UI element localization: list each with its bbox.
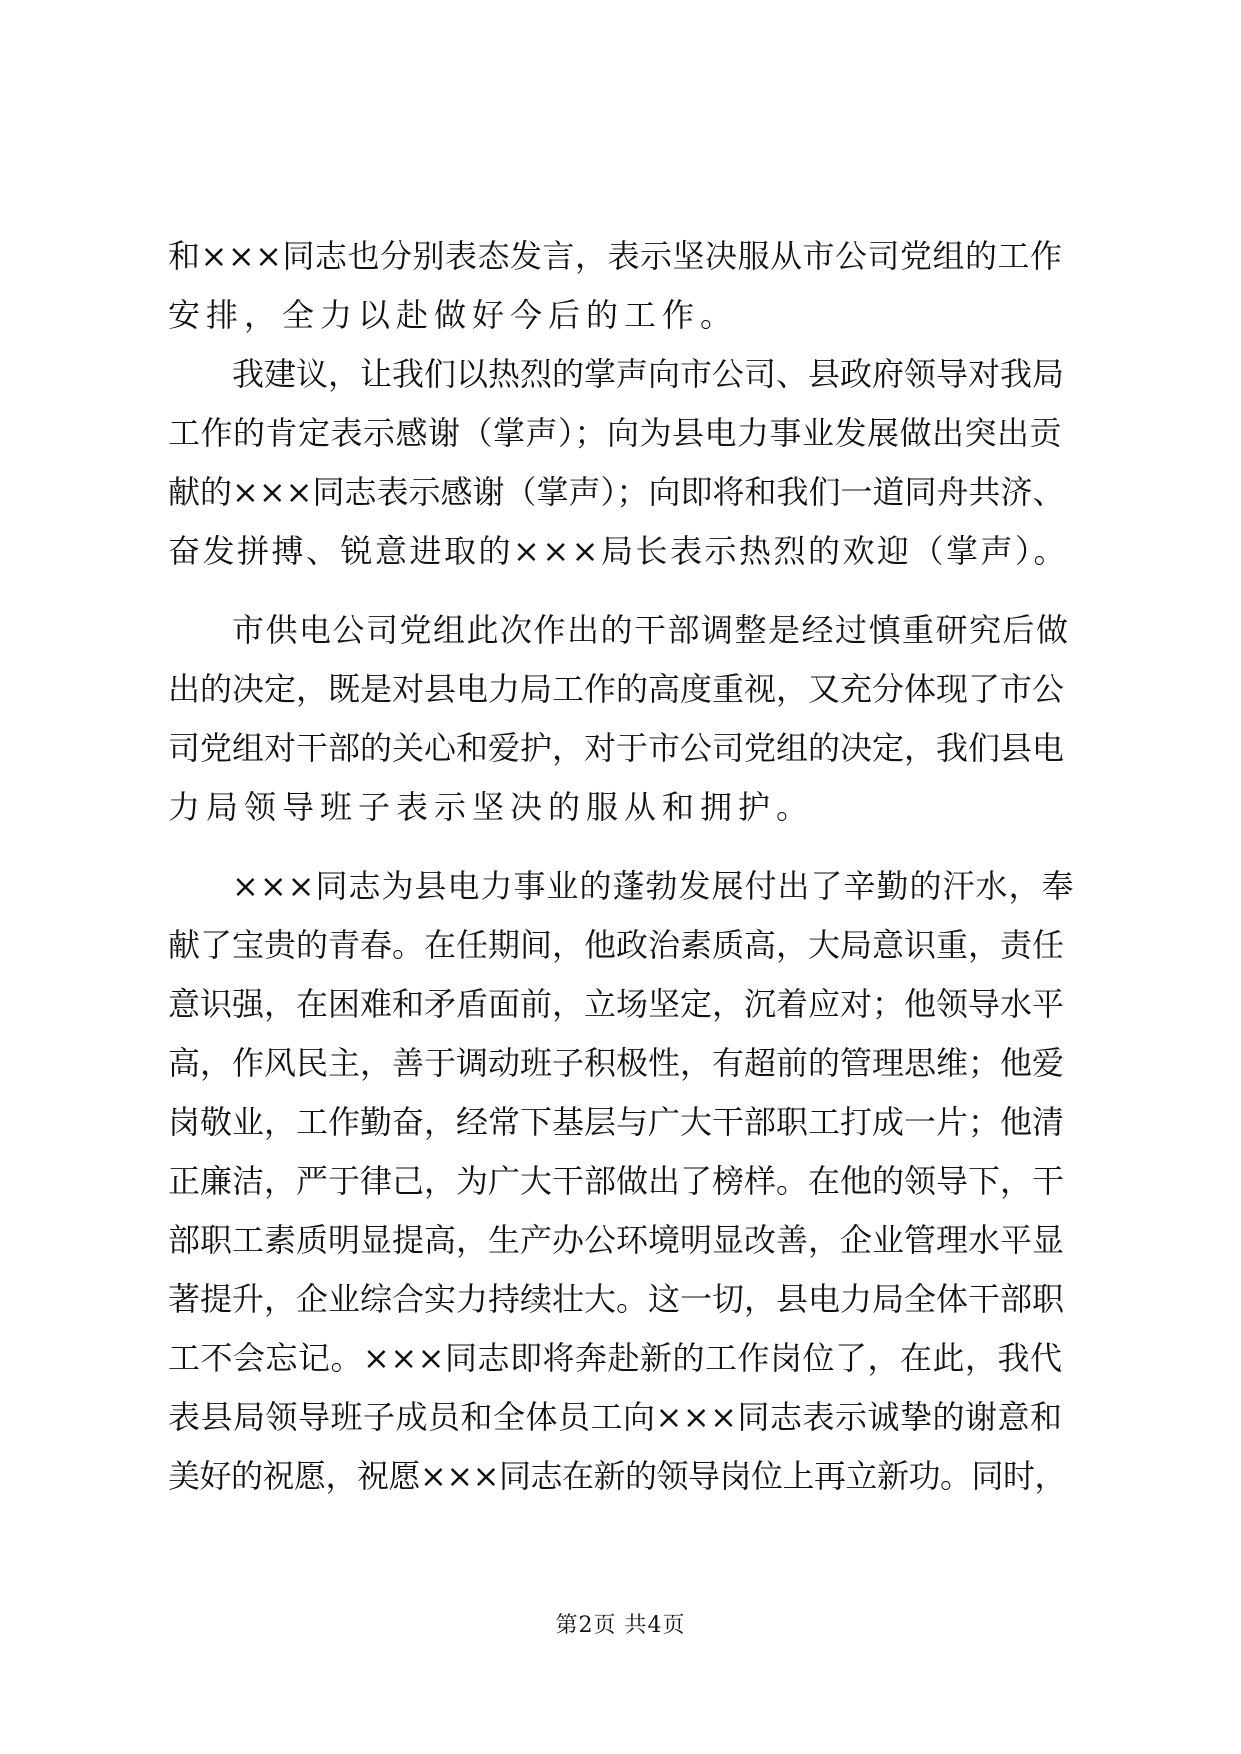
- text-line: [0, 403, 1241, 463]
- text-line: [0, 1092, 1241, 1152]
- text-line: [0, 600, 1241, 660]
- line-text: 安排，全力以赴做好今后的工作。: [168, 296, 739, 334]
- text-line: [0, 659, 1241, 719]
- line-text: 正廉洁，严于律己，为广大干部做出了榜样。在他的领导下，干: [168, 1162, 1065, 1200]
- text-line: [0, 521, 1241, 581]
- text-line: [0, 718, 1241, 778]
- text-line: [0, 777, 1241, 837]
- text-line: [0, 974, 1241, 1034]
- line-text: 和×××同志也分别表态发言，表示坚决服从市公司党组的工作: [168, 237, 1063, 275]
- text-line: [0, 344, 1241, 404]
- text-line: [0, 856, 1241, 916]
- line-text: 意识强，在困难和矛盾面前，立场坚定，沉着应对；他领导水平: [168, 985, 1065, 1023]
- line-text: 部职工素质明显提高，生产办公环境明显改善，企业管理水平显: [168, 1221, 1065, 1259]
- text-line: [0, 915, 1241, 975]
- line-text: 市供电公司党组此次作出的干部调整是经过慎重研究后做: [232, 611, 1070, 649]
- line-text: 表县局领导班子成员和全体员工向×××同志表示诚挚的谢意和: [168, 1398, 1063, 1436]
- text-line: [0, 285, 1241, 345]
- text-line: [0, 1446, 1241, 1506]
- line-text: 献了宝贵的青春。在任期间，他政治素质高，大局意识重，责任: [168, 926, 1065, 964]
- line-text: 出的决定，既是对县电力局工作的高度重视，又充分体现了市公: [168, 670, 1065, 708]
- text-line: [0, 1328, 1241, 1388]
- page-footer: [0, 1606, 1241, 1646]
- text-line: [0, 1151, 1241, 1211]
- line-text: 工不会忘记。×××同志即将奔赴新的工作岗位了，在此，我代: [168, 1339, 1063, 1377]
- text-line: [0, 226, 1241, 286]
- line-text: 工作的肯定表示感谢（掌声）；向为县电力事业发展做出突出贡: [168, 414, 1063, 452]
- text-line: [0, 1269, 1241, 1329]
- line-text: 岗敬业，工作勤奋，经常下基层与广大干部职工打成一片；他清: [168, 1103, 1065, 1141]
- line-text: 高，作风民主，善于调动班子积极性，有超前的管理思维；他爱: [168, 1044, 1065, 1082]
- line-text: 著提升，企业综合实力持续壮大。这一切，县电力局全体干部职: [168, 1280, 1065, 1318]
- text-line: [0, 1387, 1241, 1447]
- text-line: [0, 1033, 1241, 1093]
- text-line: [0, 1210, 1241, 1270]
- line-text: ×××同志为县电力事业的蓬勃发展付出了辛勤的汗水，奉: [232, 867, 1075, 905]
- line-text: 力局领导班子表示坚决的服从和拥护。: [168, 788, 815, 826]
- line-text: 我建议，让我们以热烈的掌声向市公司、县政府领导对我局: [232, 355, 1065, 393]
- line-text: 司党组对干部的关心和爱护，对于市公司党组的决定，我们县电: [168, 729, 1065, 767]
- line-text: 奋发拼搏、锐意进取的×××局长表示热烈的欢迎（掌声）。: [168, 532, 1068, 570]
- line-text: 美好的祝愿，祝愿×××同志在新的领导岗位上再立新功。同时，: [168, 1457, 1066, 1495]
- line-text: 献的×××同志表示感谢（掌声）；向即将和我们一道同舟共济、: [168, 473, 1065, 511]
- text-line: [0, 462, 1241, 522]
- page-number: 第2页 共4页: [555, 1613, 686, 1638]
